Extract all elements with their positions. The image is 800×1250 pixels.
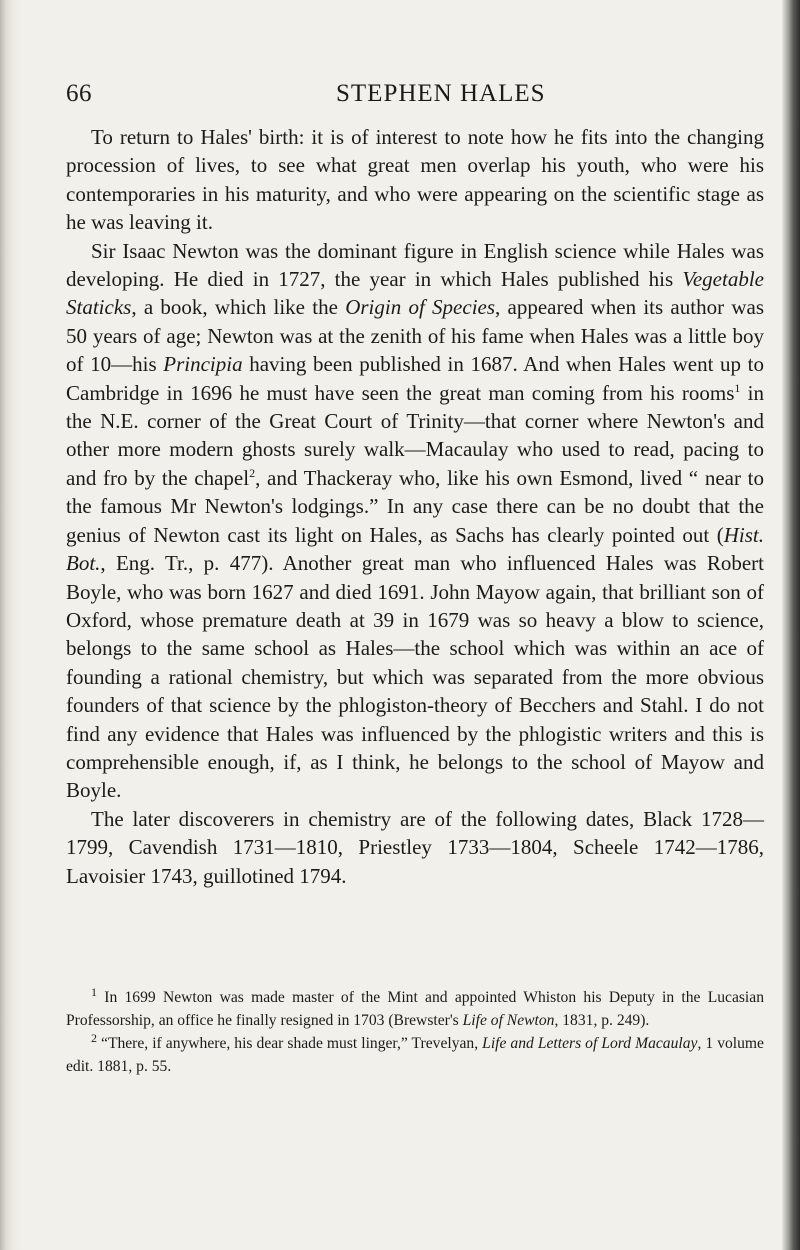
italic-title: Hist. Bot. (66, 522, 764, 576)
text-run: , Eng. Tr., p. 477). Another great man who influenced Hales was Robert Boyle, who was born 1627 and died 1691. John Mayow again, that brilliant son of Oxford, whose premature death at 39 in 1679 was so heavy a blow to science, belongs to the same school as Hales—the school which was within an ace of founding a rational chemistry, but which was separated from the more obvious founders of that science by the phlogiston-theory of Becchers and Stahl. I do not find any evidence that Hales was influenced by the phlogistic writers and this is comprehensible enough, if, as I think, he belongs to the school of Mayow and Boyle. (66, 551, 764, 803)
text-run: , a book, which like the (131, 295, 346, 320)
footnote (66, 986, 764, 1032)
footnote-marker: 2 (91, 1030, 97, 1045)
paragraph: The later discoverers in chemistry are of the following dates, Black 1728—1799, Cavendish 1731—1810, Priestley 1733—1804, Scheele 1742—1786, Lavoisier 1743, guillotined 1794. (66, 806, 764, 888)
text-run: In 1699 Newton was made master of the Mint and appointed Whiston his Deputy in the Lucasian Professorship, an office he finally resigned in 1703 (Brewster's (66, 989, 764, 1029)
italic-title: Life and Letters of Lord Macaulay (482, 1035, 698, 1052)
text-run: “There, if anywhere, his dear shade must linger,” Trevelyan, (97, 1035, 483, 1052)
page-number: 66 (66, 80, 92, 107)
page-edge-shadow (782, 0, 800, 1250)
text-run: Sir Isaac Newton was the dominant figure in English science while Hales was developing. He died in 1727, the year in which Hales published his (66, 238, 764, 292)
italic-title: Vegetable Staticks (66, 267, 764, 320)
italic-title: Life of Newton (462, 1012, 555, 1029)
text-run: , 1 volume edit. 1881, p. 55. (66, 1035, 764, 1075)
text-run: , and Thackeray who, like his own Esmond, lived “ near to the famous Mr Newton's lodgings.” In any case there can be no doubt that the genius of Newton cast its light on Hales, as Sachs has clearly pointed out ( (66, 465, 764, 547)
text-run: having been published in 1687. And when Hales went up to Cambridge in 1696 he must have seen the great man coming from his rooms (66, 352, 765, 405)
page-gutter-shadow (0, 0, 22, 1250)
italic-title: Origin of Species (345, 295, 496, 320)
footnote (66, 1032, 764, 1078)
running-header (0, 80, 800, 114)
footnote-ref: 1 (734, 380, 741, 395)
footnote-ref: 2 (249, 465, 256, 480)
footnote-marker: 1 (91, 984, 97, 999)
italic-title: Principia (163, 352, 243, 377)
text-run: , 1831, p. 249). (554, 1012, 650, 1029)
paragraph: To return to Hales' birth: it is of interest to note how he fits into the changing procession of lives, to see what great men overlap his youth, who were his contemporaries in his maturity, and who were appearing on the scientific stage as he was leaving it. (66, 125, 764, 235)
text-run: in the N.E. corner of the Great Court of Trinity—that corner where Newton's and other more modern ghosts surely walk—Macaulay who used to read, pacing to and fro by the chapel (66, 380, 764, 490)
text-run: , appeared when its author was 50 years of age; Newton was at the zenith of his fame when Hales was a little boy of 10—his (66, 295, 764, 377)
footnotes (66, 986, 764, 1078)
main-text (66, 123, 764, 890)
running-title: STEPHEN HALES (336, 80, 546, 107)
paragraph (66, 237, 764, 805)
